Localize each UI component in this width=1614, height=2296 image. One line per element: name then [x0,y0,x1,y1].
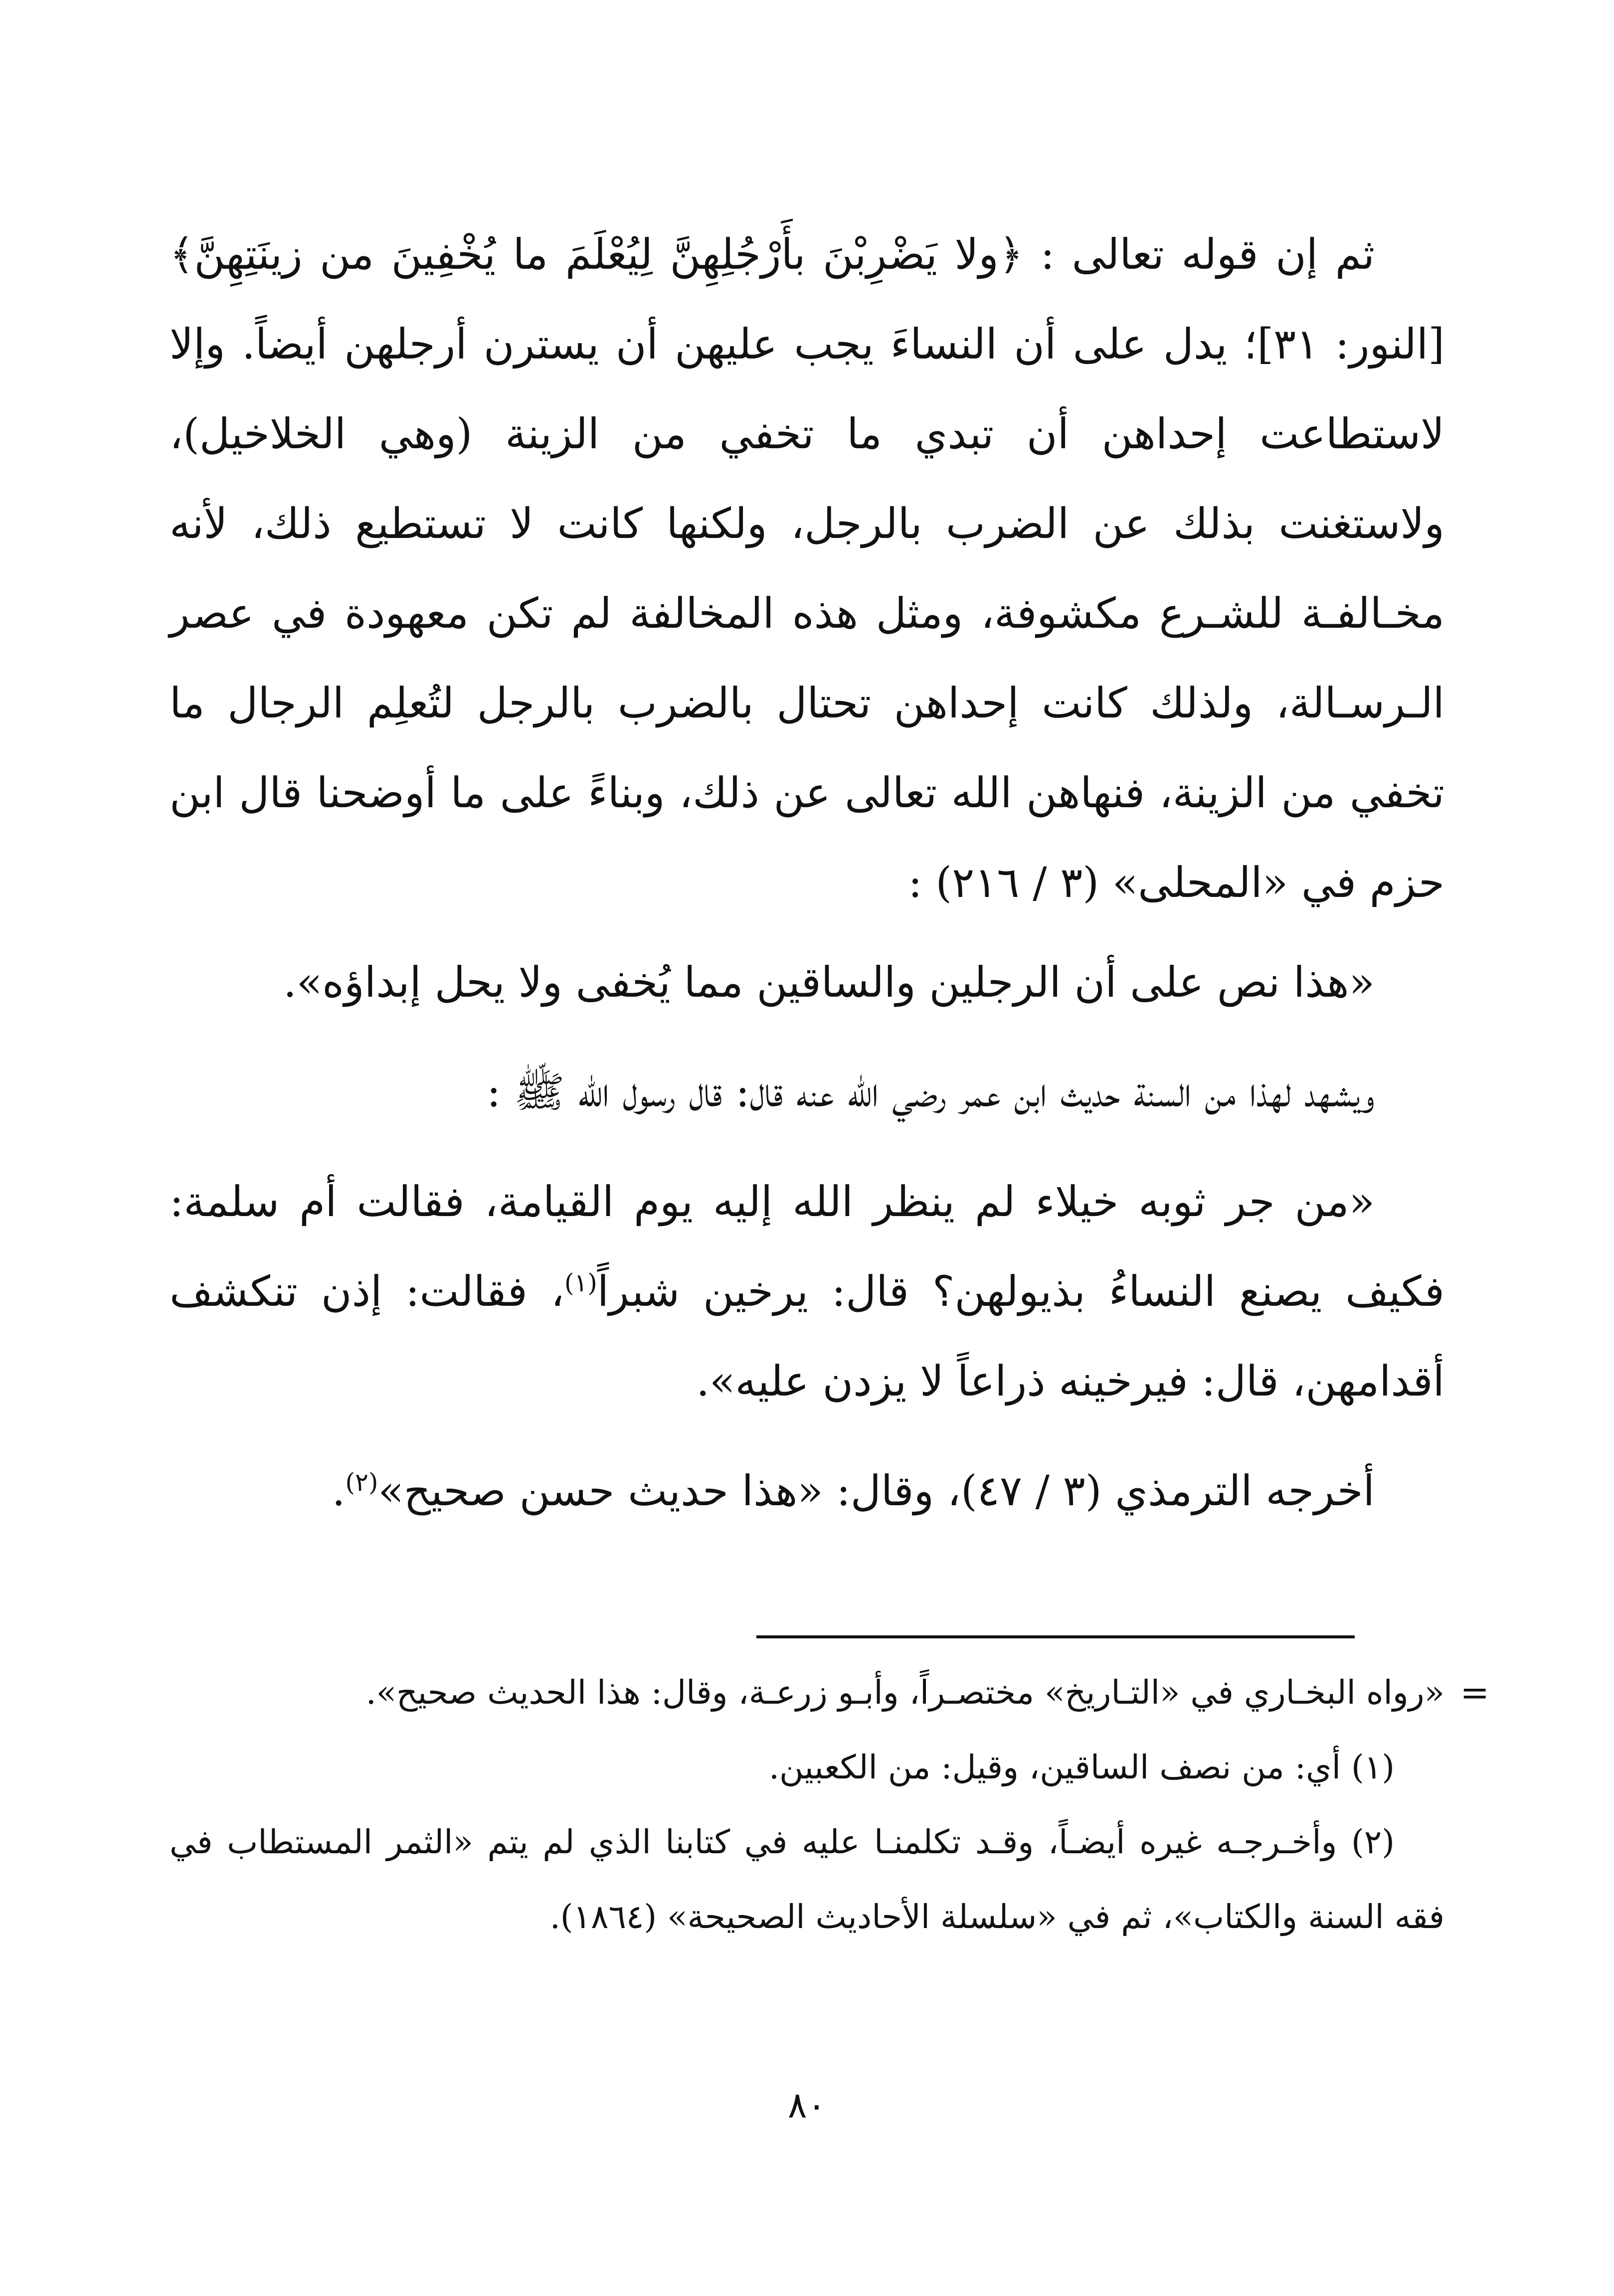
hadith-rest: ، فقالت: إذن تنكشف أقدامهن، قال: فيرخينه ذراعاً لا يزدن عليه». [170,1267,1444,1406]
footnote-ref-1[interactable]: (١) [564,1268,597,1297]
takhrij-end: . [332,1466,346,1515]
main-text [170,209,1444,1536]
footnote-continuation [170,1655,1489,1730]
hadith-text [170,1157,1444,1426]
quote-ibn-hazm: «هذا نص على أن الرجلين والساقين مما يُخفى ولا يحل إبداؤه». [283,958,1375,1007]
footnotes-section [170,1655,1489,1954]
footnote-2: (٢) وأخـرجـه غيره أيضـاً، وقـد تكلمنـا عليه في كتابنا الذي لم يتم «الثمر المستطاب في فقه السنة والكتاب»، ثم في «سلسلة الأحاديث الصحيحة» (١٨٦٤). [170,1823,1444,1936]
footnote-1: (١) أي: من نصف الساقين، وقيل: من الكعبين. [769,1748,1395,1786]
continuation-text: «رواه البخـاري في «التـاريخ» مختصـراً، وأبـو زرعـة، وقال: هذا الحديث صحيح». [365,1673,1444,1712]
paragraph-verse-commentary: ثم إن قوله تعالى : ﴿ولا يَضْرِبْنَ بأَرْجُلِهِنَّ لِيُعْلَمَ ما يُخْفِينَ من زينَتِهِنَّ﴾ [النور: ٣١]؛ يدل على أن النساءَ يجب عليهن أن يسترن أرجلهن أيضاً. وإلا لاستطاعت إحداهن أن تبدي ما تخفي من الزينة (وهي الخلاخيل)، ولاستغنت بذلك عن الضرب بالرجل، ولكنها كانت لا تستطيع ذلك، لأنه مخـالفـة للشـرع مكشوفة، ومثل هذه المخالفة لم تكن معهودة في عصر الـرسـالة، ولذلك كانت إحداهن تحتال بالضرب بالرجل لتُعلِم الرجال ما تخفي من الزينة، فنهاهن الله تعالى عن ذلك، وبناءً على ما أوضحنا قال ابن حزم في «المحلى» (٣ / ٢١٦) : [170,230,1445,907]
continuation-mark: = [1460,1672,1489,1713]
takhrij-main: أخرجه الترمذي (٣ / ٤٧)، وقال: «هذا حديث حسن صحيح» [378,1466,1375,1515]
hadith-main: «من جر ثوبه خيلاء لم ينظر الله إليه يوم القيامة، فقالت أم سلمة: فكيف يصنع النساءُ بذيولهن؟ قال: يرخين شبراً [170,1177,1444,1316]
paragraph-sunnah-evidence: ويشهد لهذا من السنة حديث ابن عمر رضي الله عنه قال: قال رسول الله ﷺ : [487,1067,1375,1116]
footnote-ref-2[interactable]: (٢) [345,1468,378,1497]
footnote-divider [756,1635,1355,1638]
takhrij-text [170,1446,1444,1536]
page-number: ٨٠ [787,2084,827,2126]
